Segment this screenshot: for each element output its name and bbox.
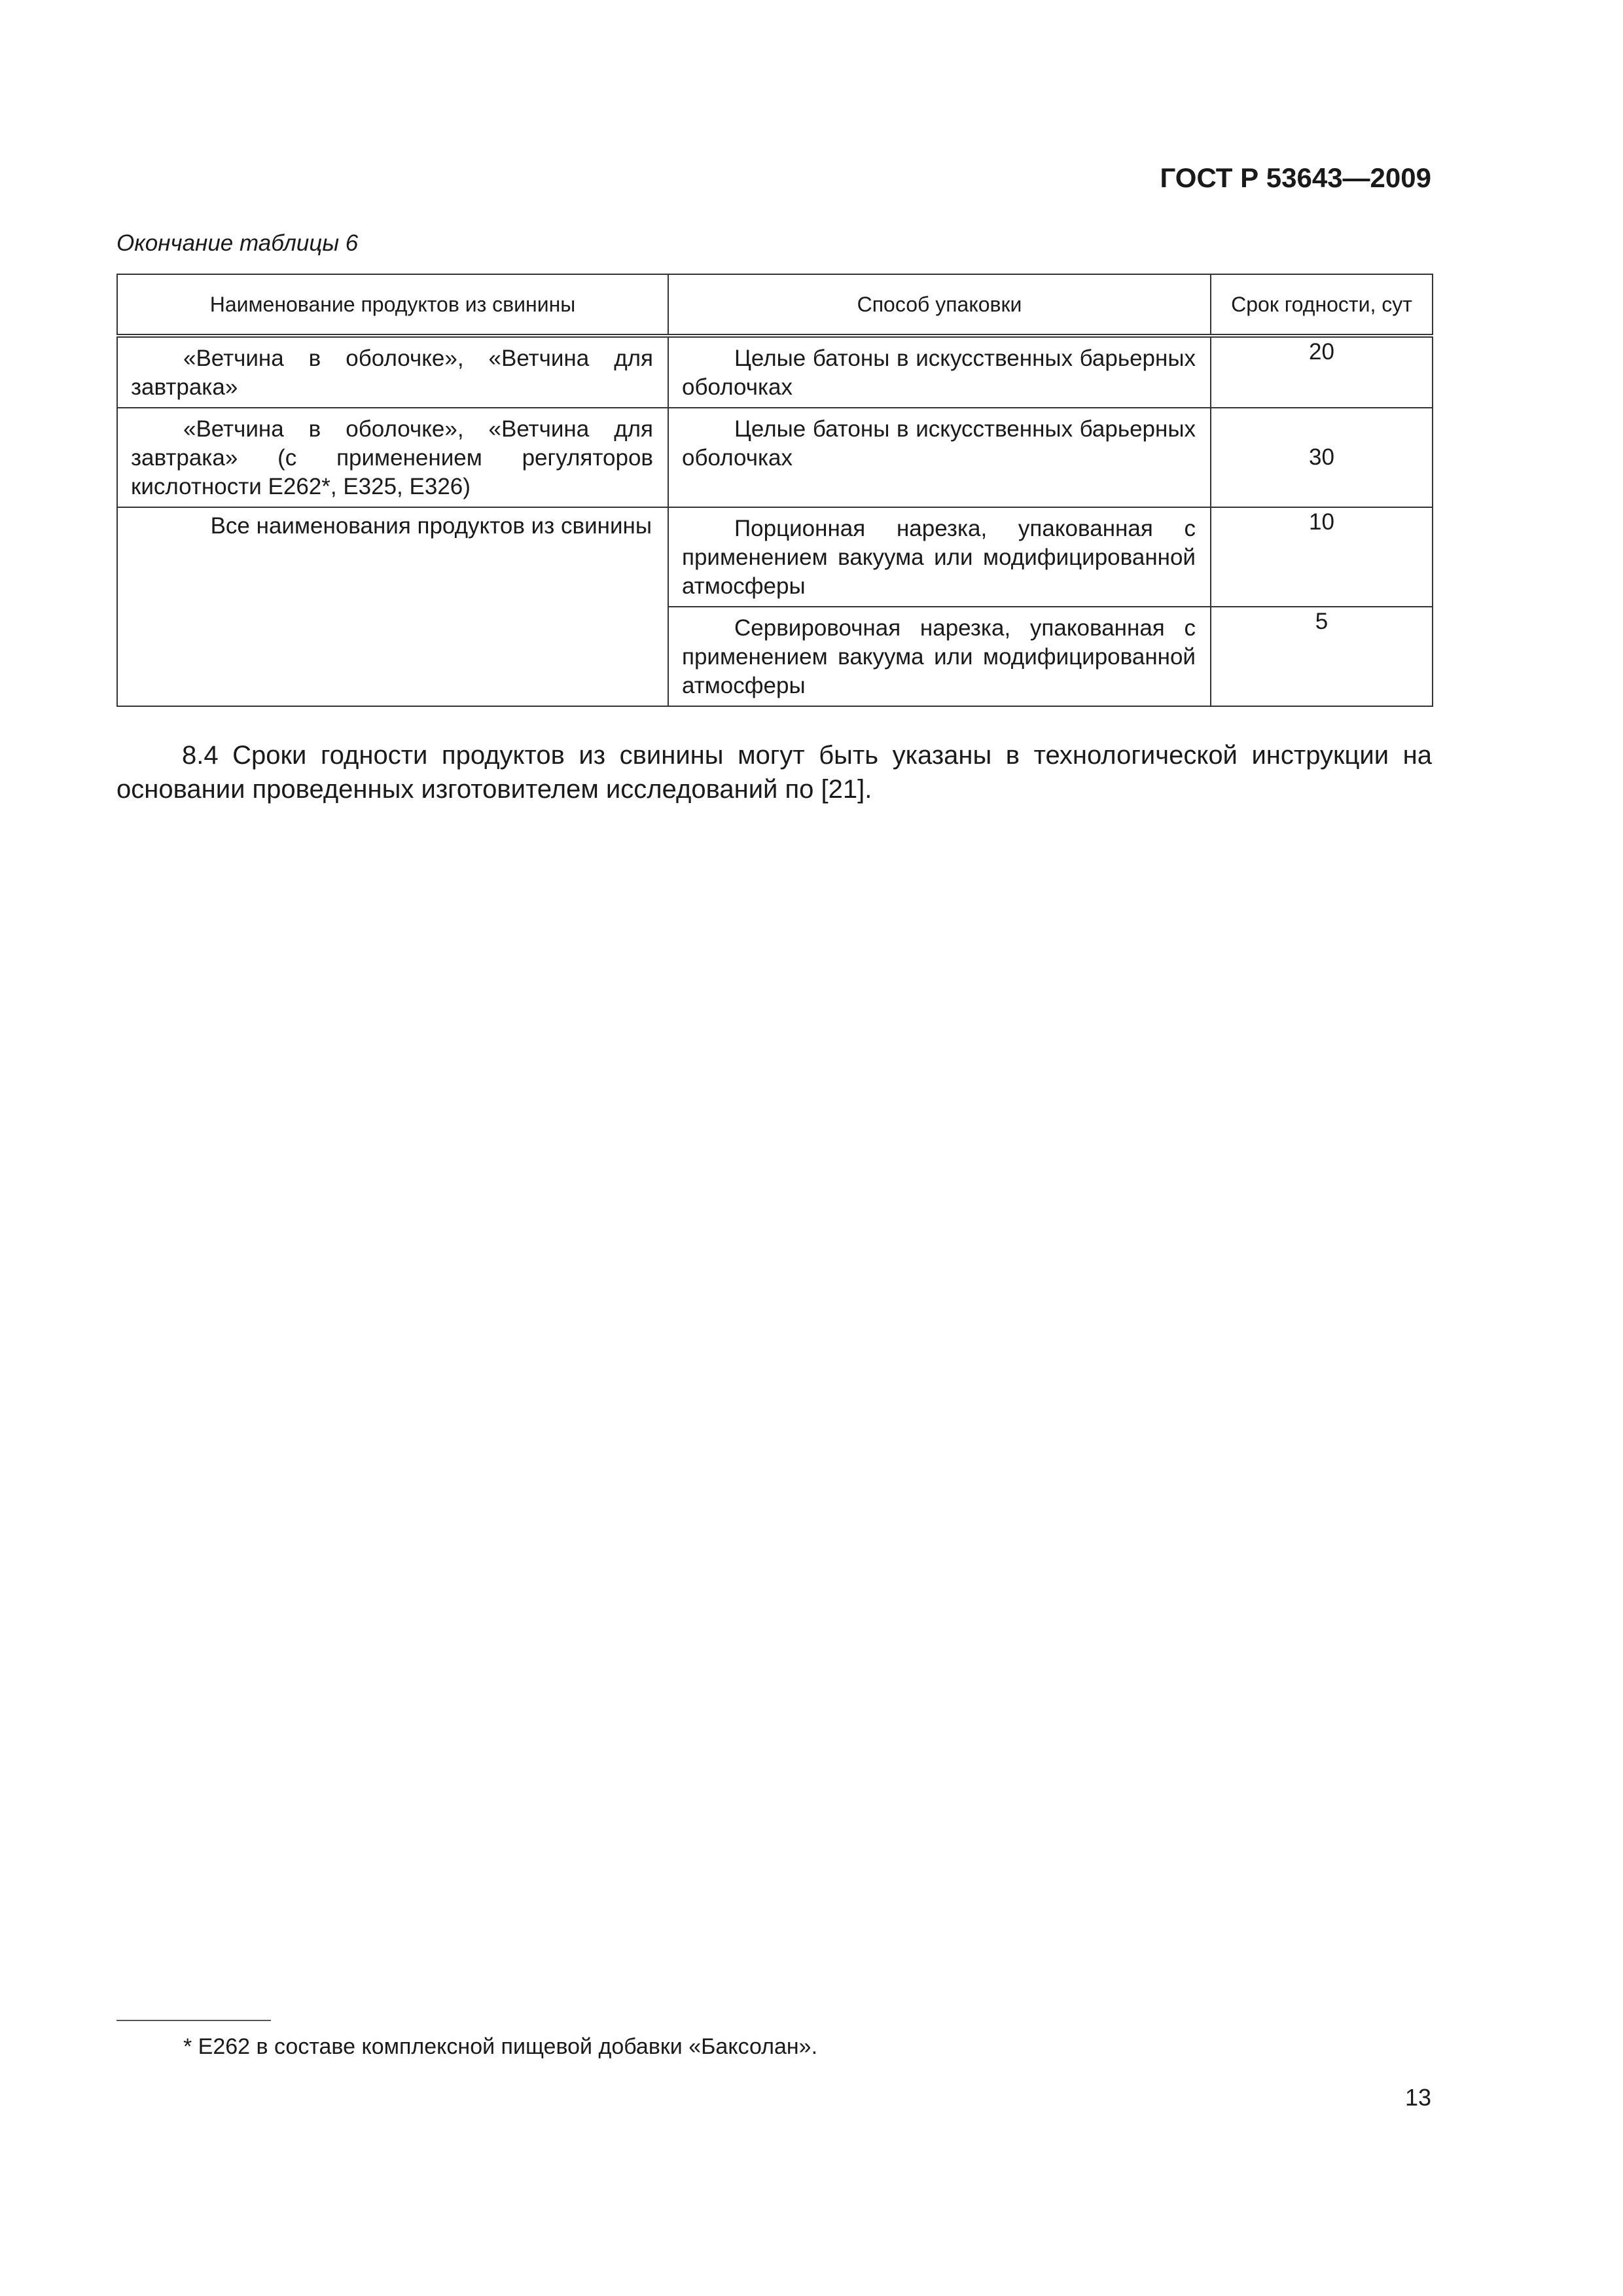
table-caption: Окончание таблицы 6 [116, 230, 359, 256]
product-cell [117, 408, 668, 507]
table-row [117, 336, 1433, 408]
product-name: Все наименования продуктов из свинины [210, 513, 652, 539]
packaging-method: Сервировочная нарезка, упакованная с применением вакуума или модифицированной атмосферы [682, 615, 1196, 698]
product-name: «Ветчина в оболочке», «Ветчина для завтрака» (с применением регуляторов кислотности Е262*, Е325, Е326) [131, 416, 653, 499]
packaging-cell [668, 336, 1211, 408]
packaging-method: Целые батоны в искусственных барьерных оболочках [682, 416, 1196, 471]
product-cell [117, 336, 668, 408]
page-number: 13 [1404, 2084, 1431, 2111]
packaging-cell [668, 507, 1211, 607]
shelf-life-cell: 5 [1211, 607, 1433, 706]
body-paragraph: 8.4 Сроки годности продуктов из свинины могут быть указаны в технологической инструкции на основании проведенных изготовителем исследований по [21]. [116, 741, 1432, 804]
packaging-cell [668, 408, 1211, 507]
product-name: «Ветчина в оболочке», «Ветчина для завтрака» [131, 346, 653, 400]
packaging-method: Целые батоны в искусственных барьерных оболочках [682, 346, 1196, 400]
column-header-packaging: Способ упаковки [668, 274, 1211, 336]
column-header-shelf-life: Срок годности, сут [1211, 274, 1433, 336]
shelf-life-cell: 30 [1211, 408, 1433, 507]
product-cell [117, 507, 668, 706]
table-header-row [117, 274, 1433, 336]
shelf-life-cell: 10 [1211, 507, 1433, 607]
document-id: ГОСТ Р 53643—2009 [1160, 162, 1431, 193]
table-row [117, 507, 1433, 607]
packaging-cell [668, 607, 1211, 706]
footnote-divider [116, 2020, 271, 2021]
column-header-product: Наименование продуктов из свинины [117, 274, 668, 336]
packaging-method: Порционная нарезка, упакованная с применением вакуума или модифицированной атмосферы [682, 516, 1196, 599]
table-row [117, 408, 1433, 507]
footnote: * Е262 в составе комплексной пищевой добавки «Баксолан». [183, 2034, 818, 2059]
shelf-life-cell: 20 [1211, 336, 1433, 408]
shelf-life-table [116, 274, 1433, 707]
